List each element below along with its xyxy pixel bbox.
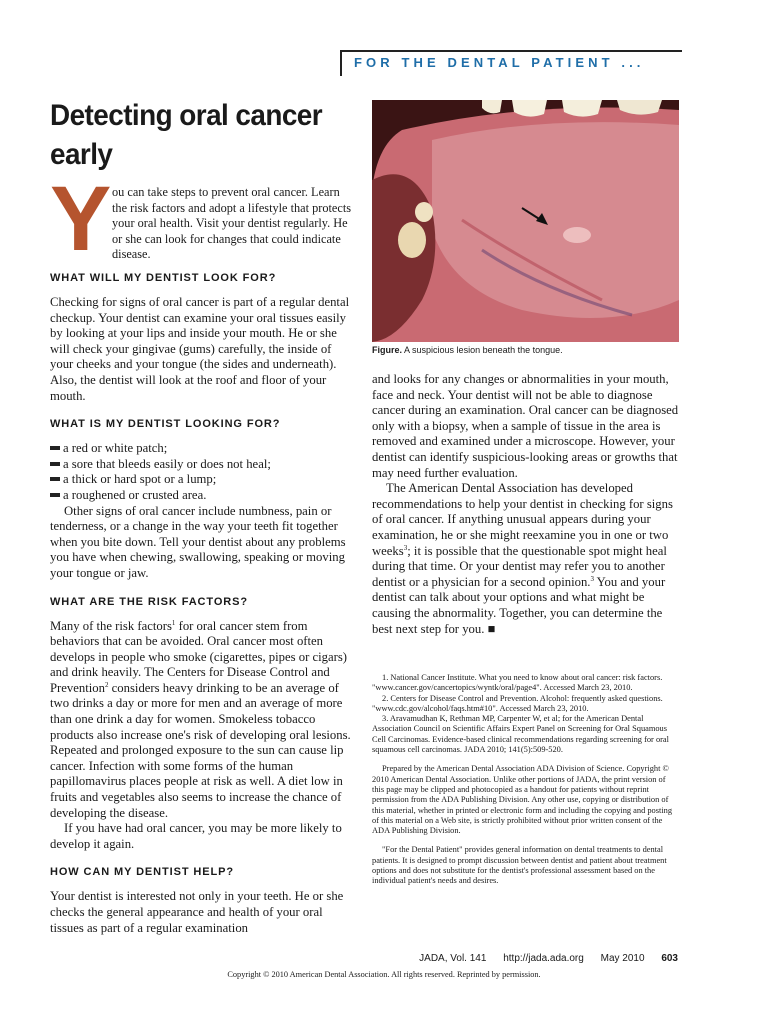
bullet-dash-icon — [50, 477, 60, 481]
drop-cap: Y — [50, 168, 112, 270]
section-banner — [340, 50, 682, 76]
look-for-paragraph: Checking for signs of oral cancer is part of a regular dental checkup. Your dentist can examine your oral tissues easily by looking at your lips and inside your mouth. He or she will check your gingivae (gums) carefully, the inside of your cheeks and your tongue (the sides and underneath). Also, the dentist will look at the roof and floor of your mouth. — [50, 295, 350, 403]
bullet-dash-icon — [50, 462, 60, 466]
bullet-item — [50, 488, 356, 504]
reference-marker: 3 — [590, 574, 594, 583]
end-mark-icon: ■ — [487, 621, 496, 636]
tongue-lesion-photo — [372, 100, 679, 342]
copyright-notice: Prepared by the American Dental Association ADA Division of Science. Copyright © 2010 American Dental Association. Unlike other portions of JADA, the print version of this page may be clipped and photocopied as a handout for patients without reprint permission from the ADA Publishing Division. Any other use, copying or distribution of this material, whether in printed or electronic form and including the copying and posting of this material on a Web site, is strictly prohibited without prior written consent of the ADA Publishing Division. — [372, 764, 673, 836]
other-signs-paragraph: Other signs of oral cancer include numbness, pain or tenderness, or a change in the way your teeth fit together when you bite down. Tell your dentist about any problems you have when chewing, swallowing, speaking or moving your tongue or jaw. — [50, 503, 346, 580]
heading-look-for: WHAT WILL MY DENTIST LOOK FOR? — [50, 272, 277, 284]
reference-marker: 3 — [403, 543, 408, 552]
heading-how-help: HOW CAN MY DENTIST HELP? — [50, 866, 234, 879]
bullet-text: a sore that bleeds easily or does not heal; — [63, 456, 271, 471]
left-column — [50, 271, 356, 936]
right-paragraph-2 — [372, 481, 679, 637]
banner-text: FOR THE DENTAL PATIENT ... — [354, 55, 645, 70]
article-title: Detecting oral cancer early — [50, 99, 323, 171]
disclaimer: "For the Dental Patient" provides general information on dental treatments to dental patients. It is designed to prompt discussion between dentist and patient about treatment options and does not substitute for the dentist's professional assessment based on the individual patient's needs and desires. — [372, 845, 667, 886]
help-paragraph: Your dentist is interested not only in your teeth. He or she checks the general appearance and health of your oral tissues as part of a regular examination — [50, 889, 344, 935]
bullet-item — [50, 441, 356, 457]
bullet-item — [50, 472, 356, 488]
page-footer — [405, 953, 678, 964]
bullet-text: a red or white patch; — [63, 441, 168, 456]
heading-looking-for: WHAT IS MY DENTIST LOOKING FOR? — [50, 418, 281, 431]
reference-marker: 2 — [104, 680, 109, 689]
right-text: The American Dental Association has developed recommendations to help your dentist in checking for signs of oral cancer. If anything unusual appears during your examination, he or she might reexamine you in one or two weeks — [372, 481, 673, 558]
bullet-dash-icon — [50, 446, 60, 450]
intro-paragraph: ou can take steps to prevent oral cancer. Learn the risk factors and adopt a lifestyle that protects your oral health. Visit your dentist regularly. He or she can look for changes that could indicate disease. — [112, 185, 352, 262]
right-text: ; it is possible that the questionable spot might heal during that time. Or your dentist may refer you to another dentist or a physician for a second opinion. — [372, 543, 667, 589]
copyright-line: Copyright © 2010 American Dental Association. All rights reserved. Reprinted by permission. — [227, 970, 541, 979]
figure-label: Figure. — [372, 345, 403, 355]
reference-item: 1. National Cancer Institute. What you need to know about oral cancer: risk factors. "www.cancer.gov/cancertopics/wyntk/oral/page4". Accessed March 23, 2010. — [372, 673, 663, 693]
bullet-item — [50, 457, 356, 473]
journal-url[interactable]: http://jada.ada.org — [503, 953, 584, 964]
right-text: You and your dentist can talk about your options and what might be causing the abnormality. Together, you can determine the best next step for you. — [372, 574, 666, 636]
page-number: 603 — [661, 953, 678, 964]
tongue-photo-illustration — [372, 100, 679, 342]
heading-risk-factors: WHAT ARE THE RISK FACTORS? — [50, 595, 248, 608]
right-paragraph-1: and looks for any changes or abnormalities in your mouth, face and neck. Your dentist will not be able to diagnose cancer during an examination. Oral cancer can be diagnosed only with a biopsy, when a sample of tissue in the area is removed and examined under a microscope. However, your dentist can identify suspicious-looking areas or growths that may need further evaluation. — [372, 372, 679, 480]
references — [372, 673, 678, 887]
recurrence-paragraph: If you have had oral cancer, you may be more likely to develop it again. — [50, 821, 342, 851]
figure-caption — [372, 345, 563, 355]
risk-text: Many of the risk factors — [50, 618, 172, 633]
risk-text: considers heavy drinking to be an average of two drinks a day or more for men and an average of more than one drink a day for women. Smokeless tobacco products also increase one's risk of developing oral lesions. Repeated and prolonged exposure to the sun can cause lip cancer. Infection with some forms of the human papillomavirus places people at risk as well. A diet low in fruits and vegetables also seems to increase the chance of developing the disease. — [50, 680, 351, 820]
reference-item: 3. Aravamudhan K, Rethman MP, Carpenter W, et al; for the American Dental Association Council on Scientific Affairs Expert Panel on Screening for Oral Squamous Cell Carcinomas. Evidence-based clinical recommendations regarding screening for oral squamous cell carcinomas. JADA 2010; 141(5):509-520. — [372, 714, 669, 755]
right-column — [372, 372, 679, 637]
issue-date: May 2010 — [600, 953, 645, 964]
figure-caption-text: A suspicious lesion beneath the tongue. — [404, 345, 563, 355]
reference-item: 2. Centers for Disease Control and Prevention. Alcohol: frequently asked questions. "www.cdc.gov/alcohol/faqs.htm#10". Accessed March 23, 2010. — [372, 693, 663, 713]
bullet-text: a thick or hard spot or a lump; — [63, 472, 217, 487]
reference-marker: 1 — [171, 618, 176, 627]
bullet-dash-icon — [50, 493, 60, 497]
risk-text: for oral cancer stem from behaviors that can be avoided. Oral cancer most often develops in people who smoke (cigarettes, pipes or cigars) and drink heavily. The Centers for Disease Control and Prevention — [50, 618, 348, 695]
bullet-text: a roughened or crusted area. — [63, 487, 207, 502]
journal-volume: JADA, Vol. 141 — [419, 953, 487, 964]
risk-paragraph — [50, 619, 356, 822]
